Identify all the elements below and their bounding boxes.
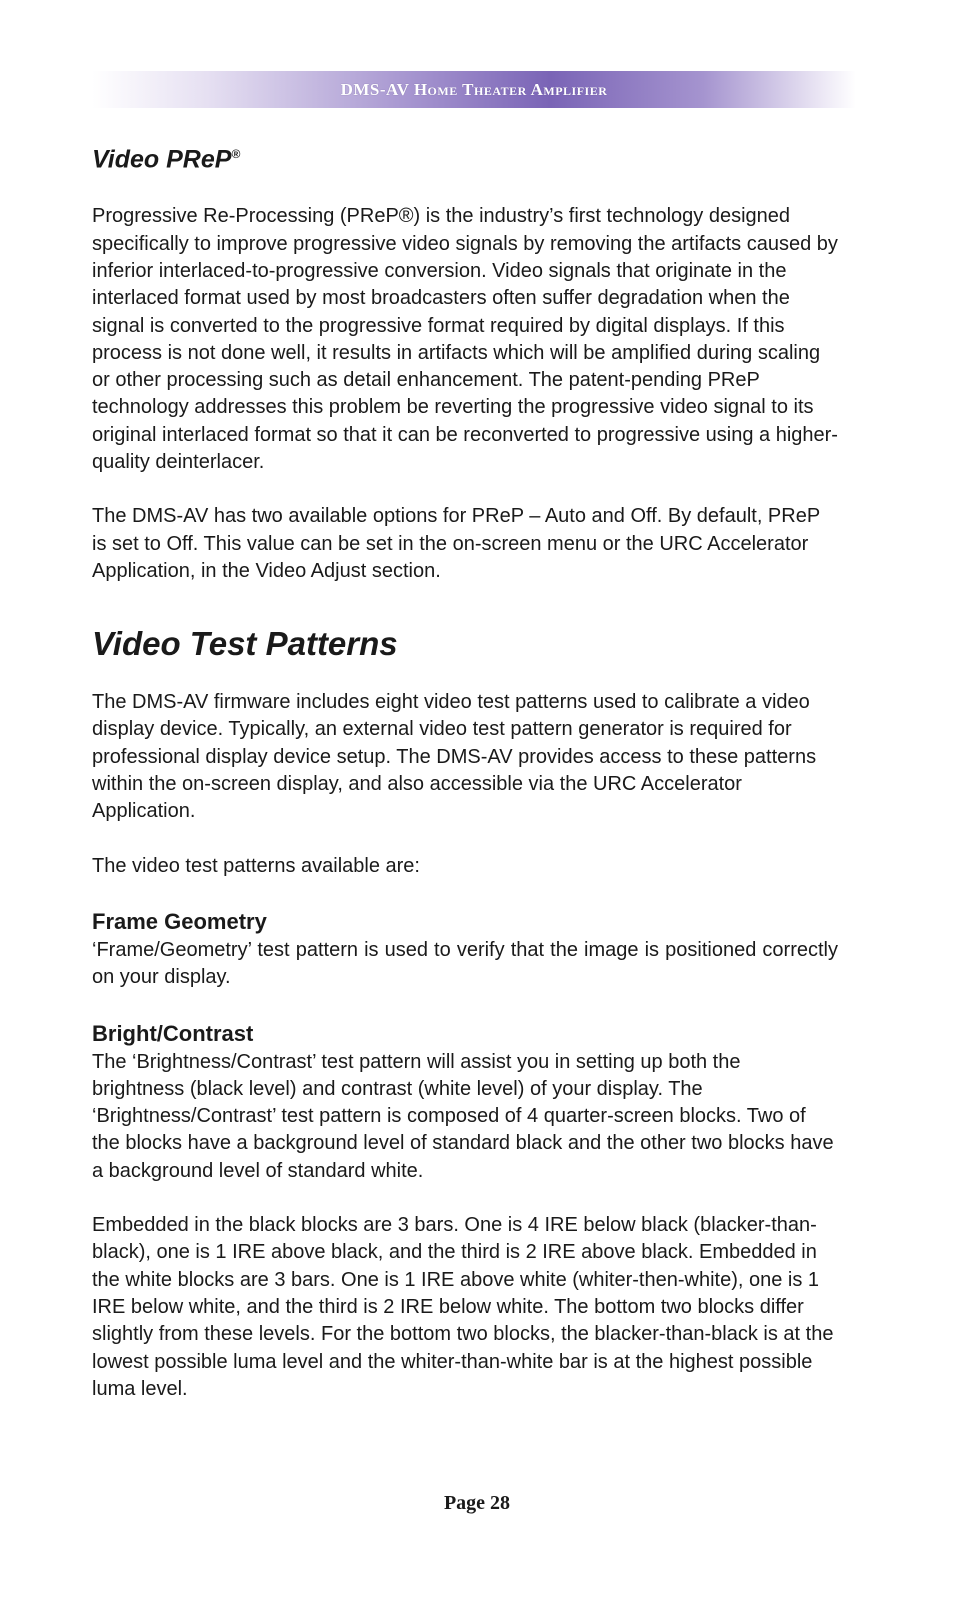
frame-geometry-heading: Frame Geometry <box>92 908 267 934</box>
video-prep-heading-text: Video PReP <box>92 145 232 174</box>
page-number: Page 28 <box>443 1492 511 1514</box>
page-content <box>92 136 838 1430</box>
header-band <box>92 71 856 108</box>
bright-contrast-paragraph-2: Embedded in the black blocks are 3 bars. One is 4 IRE below black (blacker-than-black), one is 1 IRE above black, and the third is 2 IRE above black. Embedded in the white blocks are 3 bars. One is 1 IRE above white (whiter-then-white), one is 1 IRE below white, and the third is 2 IRE below white. The bottom two blocks differ slightly from these levels. For the bottom two blocks, the blacker-than-black is at the lowest possible luma level and the whiter-than-white bar is at the highest possible luma level. <box>92 1214 834 1400</box>
registered-mark: ® <box>231 147 241 161</box>
frame-geometry-text: ‘Frame/Geometry’ test pattern is used to verify that the image is positioned correctly on your display. <box>92 938 838 989</box>
section-heading-video-test-patterns: Video Test Patterns <box>92 625 398 663</box>
prep-paragraph-1: Progressive Re-Processing (PReP®) is the industry’s first technology designed specifically to improve progressive video signals by removing the artifacts caused by inferior interlaced-to-progressive conversion. Video signals that originate in the interlaced format used by most broadcasters often suffer degradation when the signal is converted to the progressive format required by digital displays. If this process is not done well, it results in artifacts which will be amplified during scaling or other processing such as detail enhancement. The patent-pending PReP technology addresses this problem be reverting the progressive video signal to its original interlaced format so that it can be reconverted to progressive using a higher-quality deinterlacer. <box>92 205 838 473</box>
section-heading-video-prep <box>92 136 838 177</box>
bright-contrast-paragraph-1: The ‘Brightness/Contrast’ test pattern will assist you in setting up both the brightness (black level) and contrast (white level) of your display. The ‘Brightness/Contrast’ test pattern is composed of 4 quarter-screen blocks. Two of the blocks have a background level of standard black and the other two blocks have a background level of standard white. <box>92 1050 834 1182</box>
test-patterns-paragraph-2: The video test patterns available are: <box>92 854 420 877</box>
test-patterns-paragraph-1: The DMS-AV firmware includes eight video test patterns used to calibrate a video display device. Typically, an external video test pattern generator is required for professional display device setup. The DMS-AV provides access to these patterns within the on-screen display, and also accessible via the URC Accelerator Application. <box>92 691 817 823</box>
bright-contrast-heading: Bright/Contrast <box>92 1020 254 1046</box>
prep-paragraph-2: The DMS-AV has two available options for PReP – Auto and Off. By default, PReP is set to Off. This value can be set in the on-screen menu or the URC Accelerator Application, in the Video Adjust section. <box>92 505 820 582</box>
header-title: DMS-AV Home Theater Amplifier <box>340 79 608 99</box>
